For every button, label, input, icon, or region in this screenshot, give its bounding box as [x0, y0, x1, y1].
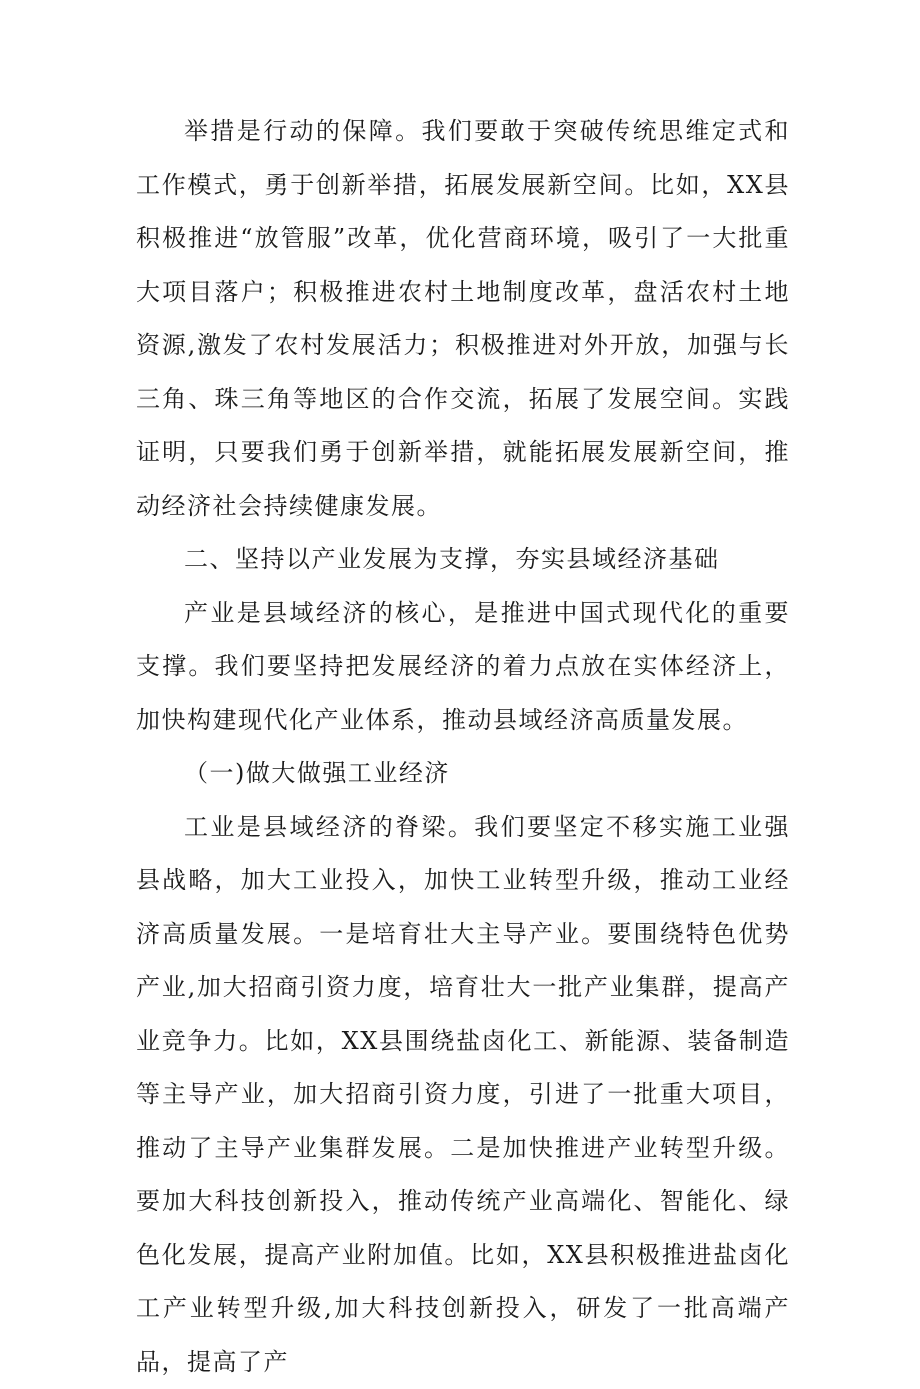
paragraph-industry-core: 产业是县域经济的核心，是推进中国式现代化的重要支撑。我们要坚持把发展经济的着力点放在实体经济上，加快构建现代化产业体系，推动县域经济高质量发展。 [136, 587, 790, 748]
subsection-heading-1: （一)做大做强工业经济 [136, 747, 790, 801]
section-heading-2: 二、坚持以产业发展为支撑，夯实县域经济基础 [136, 533, 790, 587]
document-body [136, 105, 790, 1389]
paragraph-innovation-measures: 举措是行动的保障。我们要敢于突破传统思维定式和工作模式，勇于创新举措，拓展发展新空间。比如，XX县积极推进“放管服”改革，优化营商环境，吸引了一大批重大项目落户；积极推进农村土地制度改革，盘活农村土地资源,激发了农村发展活力；积极推进对外开放，加强与长三角、珠三角等地区的合作交流，拓展了发展空间。实践证明，只要我们勇于创新举措，就能拓展发展新空间，推动经济社会持续健康发展。 [136, 105, 790, 533]
paragraph-industrial-economy: 工业是县域经济的脊梁。我们要坚定不移实施工业强县战略，加大工业投入，加快工业转型升级，推动工业经济高质量发展。一是培育壮大主导产业。要围绕特色优势产业,加大招商引资力度，培育壮大一批产业集群，提高产业竞争力。比如，XX县围绕盐卤化工、新能源、装备制造等主导产业，加大招商引资力度，引进了一批重大项目，推动了主导产业集群发展。二是加快推进产业转型升级。要加大科技创新投入，推动传统产业高端化、智能化、绿色化发展，提高产业附加值。比如，XX县积极推进盐卤化工产业转型升级,加大科技创新投入，研发了一批高端产品，提高了产 [136, 801, 790, 1389]
